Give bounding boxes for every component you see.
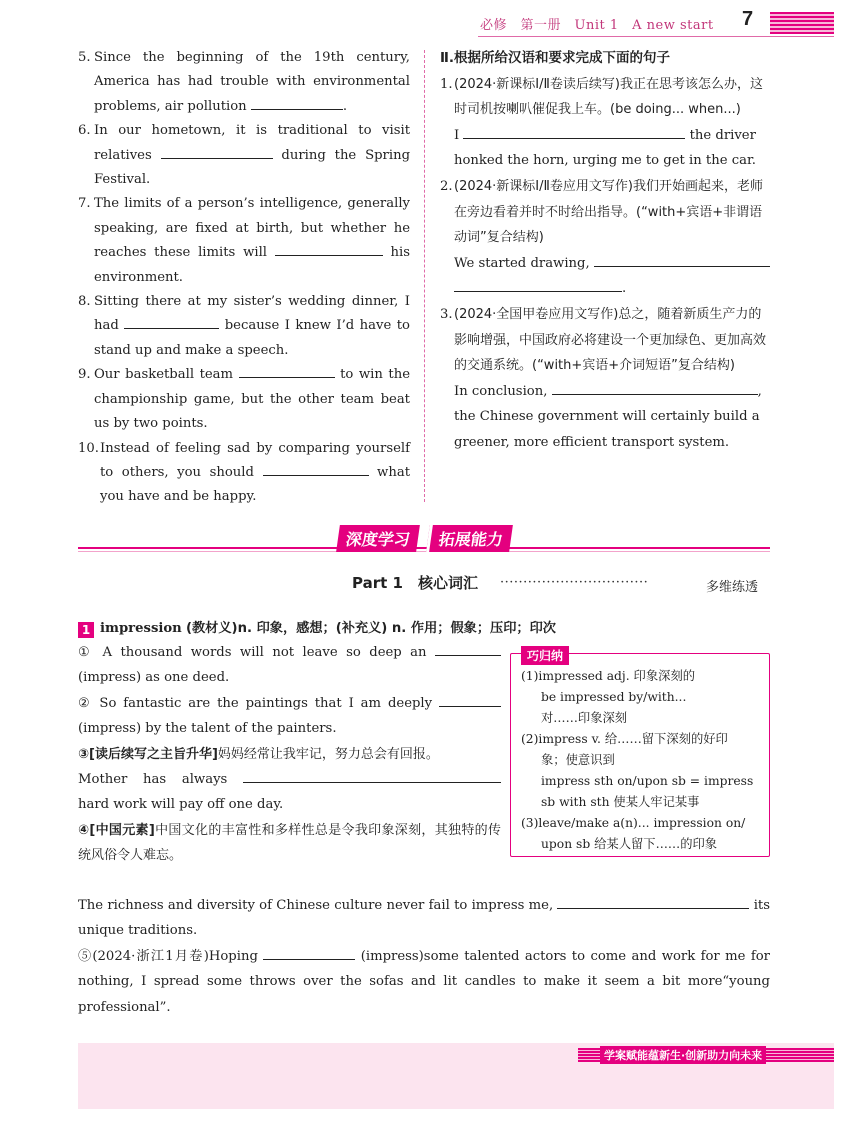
entry-exercises-full-width — [78, 893, 770, 1020]
tip-line: upon sb 给某人留下……的印象 — [541, 837, 718, 851]
item-text: The limits of a person’s intelligence, generally speaking, are fixed at birth, but whether he reaches these limits will — [94, 196, 410, 261]
entry-exercises — [78, 640, 501, 869]
item-number: 5. — [78, 50, 91, 65]
answer-blank[interactable] — [239, 363, 335, 378]
item-text: during the Spring Festival. — [94, 147, 411, 188]
translation-item — [440, 72, 772, 174]
item-prompt: (2024·新课标Ⅰ/Ⅱ卷应用文写作)我们开始画起来，老师在旁边看着并时不时给出指导。(“with+宾语+非谓语动词”复合结构) — [454, 178, 763, 246]
answer-blank[interactable] — [263, 461, 369, 476]
answer-blank[interactable] — [463, 124, 685, 139]
header-stripes — [770, 12, 834, 34]
item-answer-line — [454, 123, 772, 174]
item-number: 1. — [440, 76, 453, 92]
item-text: ⑤(2024·浙江1月卷)Hoping — [78, 948, 264, 964]
item-number: 2. — [440, 178, 453, 194]
tip-line: impress sth on/upon sb = impress — [541, 774, 754, 788]
tip-line: sb with sth 使某人牢记某事 — [541, 795, 700, 809]
item-text: Since the beginning of the 19th century, America has had trouble with environmental problems, air pollution — [94, 50, 410, 114]
answer-blank[interactable] — [263, 945, 355, 960]
section-title: Ⅱ.根据所给汉语和要求完成下面的句子 — [440, 50, 671, 66]
answer-blank[interactable] — [594, 252, 770, 267]
item-text: ② So fantastic are the paintings that I am deeply — [78, 695, 439, 711]
item-text: (impress) as one deed. — [78, 670, 230, 686]
tip-line: (1)impressed adj. 印象深刻的 — [521, 669, 696, 683]
item-text: . — [622, 281, 627, 297]
item-number: 8. — [78, 294, 91, 310]
entry-word: impression — [100, 621, 182, 636]
item-prompt: 妈妈经常让我牢记，努力总会有回报。 — [217, 746, 439, 762]
item-text: . — [342, 98, 348, 114]
item-text: ① A thousand words will not leave so deep an — [78, 645, 435, 660]
exercise-item — [78, 437, 410, 510]
tip-content — [521, 666, 761, 855]
item-text: Instead of feeling sad by comparing yourself to others, you should — [100, 440, 410, 480]
word-entry-title — [78, 617, 556, 638]
tip-line: be impressed by/with... — [541, 690, 687, 704]
part-leader-dots: ································ — [500, 575, 649, 590]
part-subtitle: 多维练透 — [706, 580, 759, 595]
exercise-sentence — [78, 893, 770, 944]
item-number: 7. — [78, 196, 91, 212]
item-prompt: (2024·新课标Ⅰ/Ⅱ卷读后续写)我正在思考该怎么办，这时司机按喇叭催促我上车。(be doing... when...) — [454, 76, 763, 118]
exercise-sentence — [78, 818, 501, 869]
exercise-item — [78, 363, 410, 436]
exercise-sentence — [78, 742, 501, 767]
banner-rule — [78, 547, 770, 549]
item-text: (impress) by the talent of the painters. — [78, 721, 337, 737]
item-text: Mother has always — [78, 772, 243, 788]
item-text: I — [454, 127, 464, 143]
item-number: 9. — [78, 367, 91, 383]
item-prompt: (2024·全国甲卷应用文写作)总之，随着新质生产力的影响增强，中国政府必将建设一个更加绿色、更加高效的交通系统。(“with+宾语+介词短语”复合结构) — [454, 306, 767, 374]
entry-number-badge: 1 — [78, 622, 94, 638]
tip-tag: 巧归纳 — [521, 646, 569, 665]
answer-blank[interactable] — [435, 641, 501, 656]
item-text: Our basketball team — [94, 367, 239, 383]
exercise-item — [78, 46, 410, 119]
item-number: 3. — [440, 306, 453, 322]
banner-label-expand-ability: 拓展能力 — [426, 525, 513, 552]
banner-label-deep-learning: 深度学习 — [336, 525, 420, 552]
tip-line: (2)impress v. 给……留下深刻的好印 — [521, 732, 728, 746]
exercise-item — [78, 119, 410, 192]
item-text: his environment. — [94, 245, 410, 285]
item-number: 6. — [78, 123, 91, 139]
right-column — [440, 46, 772, 456]
exercise-sentence — [78, 767, 501, 818]
item-number: 10. — [78, 440, 99, 456]
exercise-sentence — [78, 944, 770, 1020]
item-answer-line — [454, 251, 772, 302]
item-text: (impress)some talented actors to come and work for me for nothing, I spread some throws over the sofas and lit candles to make it seem a bit more“young professional”. — [78, 948, 770, 1015]
answer-blank[interactable] — [275, 241, 383, 256]
exercise-item — [78, 290, 410, 363]
tip-box — [510, 649, 770, 857]
page-number: 7 — [742, 8, 754, 30]
answer-blank[interactable] — [161, 144, 273, 159]
item-text: the driver honked the horn, urging me to get in the car. — [454, 127, 756, 169]
exercise-sentence — [78, 691, 501, 742]
entry-definition: (教材义)n. 印象，感想；(补充义) n. 作用；假象；压印；印次 — [185, 621, 556, 636]
item-text: hard work will pay off one day. — [78, 797, 284, 813]
item-text: its unique traditions. — [78, 898, 770, 939]
header-rule — [478, 36, 834, 37]
item-text: what you have and be happy. — [100, 464, 410, 505]
item-text: In our hometown, it is traditional to visit relatives — [94, 123, 410, 163]
answer-blank[interactable] — [251, 95, 343, 110]
item-text: In conclusion, — [454, 383, 552, 399]
item-text: , the Chinese government will certainly build a greener, more efficient transport system. — [454, 383, 762, 450]
answer-blank[interactable] — [124, 314, 219, 329]
answer-blank[interactable] — [243, 768, 501, 783]
sentence-tag: ④[中国元素] — [78, 822, 155, 838]
answer-blank[interactable] — [454, 277, 622, 292]
translation-item — [440, 302, 772, 456]
tip-line: 对……印象深刻 — [541, 711, 628, 725]
sentence-tag: ③[读后续写之主旨升华] — [78, 746, 218, 762]
tip-line: (3)leave/make a(n)... impression on/ — [521, 816, 746, 830]
item-prompt: 中国文化的丰富性和多样性总是令我印象深刻，其独特的传统风俗令人难忘。 — [78, 822, 501, 864]
answer-blank[interactable] — [557, 894, 749, 909]
answer-blank[interactable] — [439, 692, 501, 707]
left-column — [78, 46, 410, 510]
item-text: Sitting there at my sister’s wedding dinner, I had — [94, 294, 410, 334]
exercise-sentence — [78, 640, 501, 691]
running-header: 必修 第一册 Unit 1 A new start — [480, 18, 714, 33]
tip-line: 象；使意识到 — [541, 753, 615, 767]
item-text: We started drawing, — [454, 255, 594, 271]
translation-item — [440, 174, 772, 302]
answer-blank[interactable] — [552, 380, 758, 395]
exercise-item — [78, 192, 410, 290]
column-divider — [424, 50, 425, 502]
footer-slogan: 学案赋能蕴新生·创新助力向未来 — [600, 1046, 766, 1064]
item-text: because I knew I’d have to stand up and make a speech. — [94, 318, 410, 358]
item-text: to win the championship game, but the other team beat us by two points. — [94, 367, 410, 432]
banner-rule-light — [78, 551, 770, 552]
item-answer-line — [454, 379, 772, 456]
item-text: The richness and diversity of Chinese culture never fail to impress me, — [78, 898, 558, 913]
part-title: Part 1 核心词汇 — [352, 574, 478, 592]
